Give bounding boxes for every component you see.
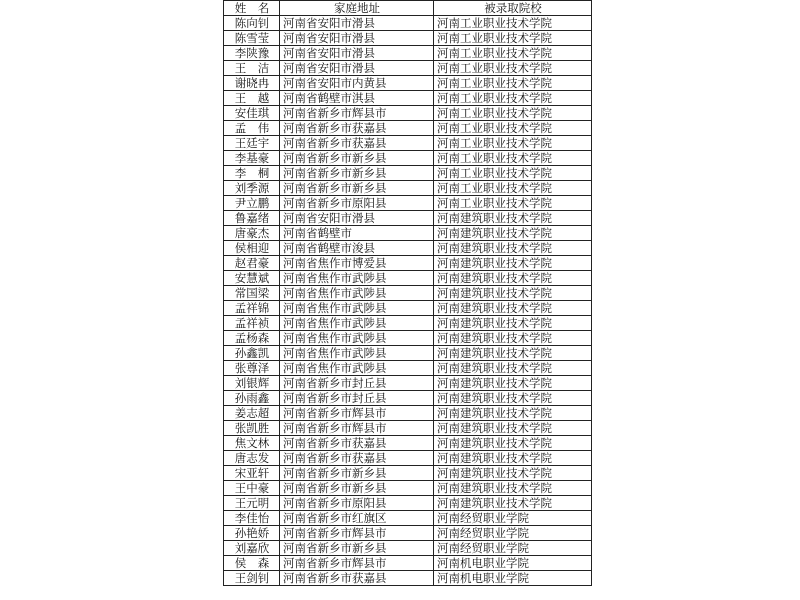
admitted-college: 河南工业职业技术学院	[434, 181, 592, 196]
home-address: 河南省焦作市武陟县	[280, 271, 434, 286]
student-name: 侯相迎	[224, 241, 280, 256]
table-row	[224, 256, 592, 271]
table-row	[224, 496, 592, 511]
admission-table	[223, 0, 592, 586]
table-row	[224, 241, 592, 256]
student-name: 赵君豪	[224, 256, 280, 271]
home-address: 河南省新乡市新乡县	[280, 466, 434, 481]
admitted-college: 河南建筑职业技术学院	[434, 241, 592, 256]
admitted-college: 河南经贸职业学院	[434, 526, 592, 541]
admitted-college: 河南经贸职业学院	[434, 541, 592, 556]
home-address: 河南省安阳市滑县	[280, 211, 434, 226]
student-name: 李陕豫	[224, 46, 280, 61]
admitted-college: 河南建筑职业技术学院	[434, 226, 592, 241]
home-address: 河南省焦作市武陟县	[280, 331, 434, 346]
table-row	[224, 346, 592, 361]
home-address: 河南省新乡市原阳县	[280, 496, 434, 511]
home-address: 河南省新乡市获嘉县	[280, 121, 434, 136]
student-name: 尹立鹏	[224, 196, 280, 211]
home-address: 河南省新乡市原阳县	[280, 196, 434, 211]
admitted-college: 河南建筑职业技术学院	[434, 256, 592, 271]
student-name: 唐志发	[224, 451, 280, 466]
table-row	[224, 391, 592, 406]
table-row	[224, 526, 592, 541]
student-name: 王 洁	[224, 61, 280, 76]
student-name: 陈雪莹	[224, 31, 280, 46]
admitted-college: 河南工业职业技术学院	[434, 31, 592, 46]
student-name: 侯 森	[224, 556, 280, 571]
student-name: 张尊泽	[224, 361, 280, 376]
home-address: 河南省新乡市辉县市	[280, 526, 434, 541]
admitted-college: 河南建筑职业技术学院	[434, 361, 592, 376]
admitted-college: 河南建筑职业技术学院	[434, 316, 592, 331]
admitted-college: 河南经贸职业学院	[434, 511, 592, 526]
admitted-college: 河南建筑职业技术学院	[434, 421, 592, 436]
home-address: 河南省新乡市新乡县	[280, 151, 434, 166]
table-row	[224, 196, 592, 211]
student-name: 刘嘉欣	[224, 541, 280, 556]
admitted-college: 河南建筑职业技术学院	[434, 451, 592, 466]
table-row	[224, 301, 592, 316]
table-row	[224, 571, 592, 586]
admitted-college: 河南工业职业技术学院	[434, 106, 592, 121]
table-row	[224, 106, 592, 121]
student-name: 王剑钊	[224, 571, 280, 586]
student-name: 安慧斌	[224, 271, 280, 286]
admitted-college: 河南建筑职业技术学院	[434, 286, 592, 301]
student-name: 孟 伟	[224, 121, 280, 136]
table-row	[224, 511, 592, 526]
student-name: 陈向钊	[224, 16, 280, 31]
table-row	[224, 91, 592, 106]
table-row	[224, 226, 592, 241]
table-row	[224, 16, 592, 31]
student-name: 孟祥祯	[224, 316, 280, 331]
header-admitted-college: 被录取院校	[434, 1, 592, 16]
admitted-college: 河南建筑职业技术学院	[434, 481, 592, 496]
student-name: 孙鑫凯	[224, 346, 280, 361]
home-address: 河南省新乡市辉县市	[280, 421, 434, 436]
admitted-college: 河南机电职业学院	[434, 571, 592, 586]
table-header	[224, 1, 592, 16]
student-name: 李 桐	[224, 166, 280, 181]
home-address: 河南省新乡市封丘县	[280, 391, 434, 406]
header-name: 姓 名	[224, 1, 280, 16]
admitted-college: 河南建筑职业技术学院	[434, 376, 592, 391]
admitted-college: 河南建筑职业技术学院	[434, 436, 592, 451]
header-home-address: 家庭地址	[280, 1, 434, 16]
home-address: 河南省新乡市新乡县	[280, 181, 434, 196]
student-name: 李基豪	[224, 151, 280, 166]
admitted-college: 河南工业职业技术学院	[434, 136, 592, 151]
admitted-college: 河南工业职业技术学院	[434, 46, 592, 61]
table-row	[224, 481, 592, 496]
home-address: 河南省焦作市博爱县	[280, 256, 434, 271]
table-row	[224, 556, 592, 571]
student-name: 李佳怡	[224, 511, 280, 526]
home-address: 河南省焦作市武陟县	[280, 361, 434, 376]
admitted-college: 河南工业职业技术学院	[434, 121, 592, 136]
home-address: 河南省新乡市辉县市	[280, 556, 434, 571]
admitted-college: 河南工业职业技术学院	[434, 76, 592, 91]
table-row	[224, 466, 592, 481]
table-row	[224, 31, 592, 46]
table-row	[224, 271, 592, 286]
table-row	[224, 421, 592, 436]
student-name: 王中豪	[224, 481, 280, 496]
table-row	[224, 46, 592, 61]
home-address: 河南省鹤壁市淇县	[280, 91, 434, 106]
home-address: 河南省新乡市红旗区	[280, 511, 434, 526]
home-address: 河南省新乡市封丘县	[280, 376, 434, 391]
student-name: 唐豪杰	[224, 226, 280, 241]
admission-list-sheet	[223, 0, 591, 600]
home-address: 河南省新乡市辉县市	[280, 406, 434, 421]
student-name: 刘银辉	[224, 376, 280, 391]
table-row	[224, 361, 592, 376]
admitted-college: 河南工业职业技术学院	[434, 16, 592, 31]
table-row	[224, 541, 592, 556]
student-name: 安佳琪	[224, 106, 280, 121]
home-address: 河南省焦作市武陟县	[280, 346, 434, 361]
table-row	[224, 121, 592, 136]
admitted-college: 河南建筑职业技术学院	[434, 271, 592, 286]
header-row	[224, 1, 592, 16]
admitted-college: 河南建筑职业技术学院	[434, 391, 592, 406]
table-row	[224, 286, 592, 301]
home-address: 河南省新乡市新乡县	[280, 481, 434, 496]
home-address: 河南省安阳市滑县	[280, 31, 434, 46]
home-address: 河南省安阳市内黄县	[280, 76, 434, 91]
home-address: 河南省安阳市滑县	[280, 61, 434, 76]
table-row	[224, 76, 592, 91]
home-address: 河南省新乡市获嘉县	[280, 451, 434, 466]
home-address: 河南省新乡市新乡县	[280, 541, 434, 556]
table-row	[224, 211, 592, 226]
student-name: 王 越	[224, 91, 280, 106]
admitted-college: 河南工业职业技术学院	[434, 151, 592, 166]
table-row	[224, 331, 592, 346]
home-address: 河南省新乡市获嘉县	[280, 571, 434, 586]
student-name: 宋亚轩	[224, 466, 280, 481]
student-name: 张凯胜	[224, 421, 280, 436]
student-name: 孟杨森	[224, 331, 280, 346]
table-row	[224, 406, 592, 421]
table-row	[224, 166, 592, 181]
table-row	[224, 316, 592, 331]
home-address: 河南省焦作市武陟县	[280, 286, 434, 301]
table-row	[224, 451, 592, 466]
home-address: 河南省鹤壁市浚县	[280, 241, 434, 256]
student-name: 焦文林	[224, 436, 280, 451]
student-name: 王元明	[224, 496, 280, 511]
home-address: 河南省新乡市获嘉县	[280, 436, 434, 451]
student-name: 孟祥锦	[224, 301, 280, 316]
admitted-college: 河南工业职业技术学院	[434, 196, 592, 211]
admitted-college: 河南工业职业技术学院	[434, 166, 592, 181]
table-row	[224, 376, 592, 391]
home-address: 河南省焦作市武陟县	[280, 301, 434, 316]
admitted-college: 河南工业职业技术学院	[434, 61, 592, 76]
home-address: 河南省新乡市获嘉县	[280, 136, 434, 151]
table-row	[224, 136, 592, 151]
home-address: 河南省安阳市滑县	[280, 46, 434, 61]
home-address: 河南省新乡市辉县市	[280, 106, 434, 121]
home-address: 河南省新乡市新乡县	[280, 166, 434, 181]
student-name: 刘季源	[224, 181, 280, 196]
student-name: 谢晓冉	[224, 76, 280, 91]
admitted-college: 河南建筑职业技术学院	[434, 331, 592, 346]
student-name: 孙艳娇	[224, 526, 280, 541]
student-name: 常国梁	[224, 286, 280, 301]
admitted-college: 河南机电职业学院	[434, 556, 592, 571]
student-name: 王廷宇	[224, 136, 280, 151]
table-row	[224, 61, 592, 76]
student-name: 孙雨鑫	[224, 391, 280, 406]
table-row	[224, 436, 592, 451]
table-row	[224, 181, 592, 196]
admitted-college: 河南工业职业技术学院	[434, 91, 592, 106]
student-name: 鲁嘉绪	[224, 211, 280, 226]
admitted-college: 河南建筑职业技术学院	[434, 346, 592, 361]
table-body	[224, 16, 592, 586]
admitted-college: 河南建筑职业技术学院	[434, 211, 592, 226]
admitted-college: 河南建筑职业技术学院	[434, 496, 592, 511]
student-name: 姜志超	[224, 406, 280, 421]
home-address: 河南省鹤壁市	[280, 226, 434, 241]
home-address: 河南省焦作市武陟县	[280, 316, 434, 331]
admitted-college: 河南建筑职业技术学院	[434, 466, 592, 481]
table-row	[224, 151, 592, 166]
home-address: 河南省安阳市滑县	[280, 16, 434, 31]
admitted-college: 河南建筑职业技术学院	[434, 301, 592, 316]
admitted-college: 河南建筑职业技术学院	[434, 406, 592, 421]
